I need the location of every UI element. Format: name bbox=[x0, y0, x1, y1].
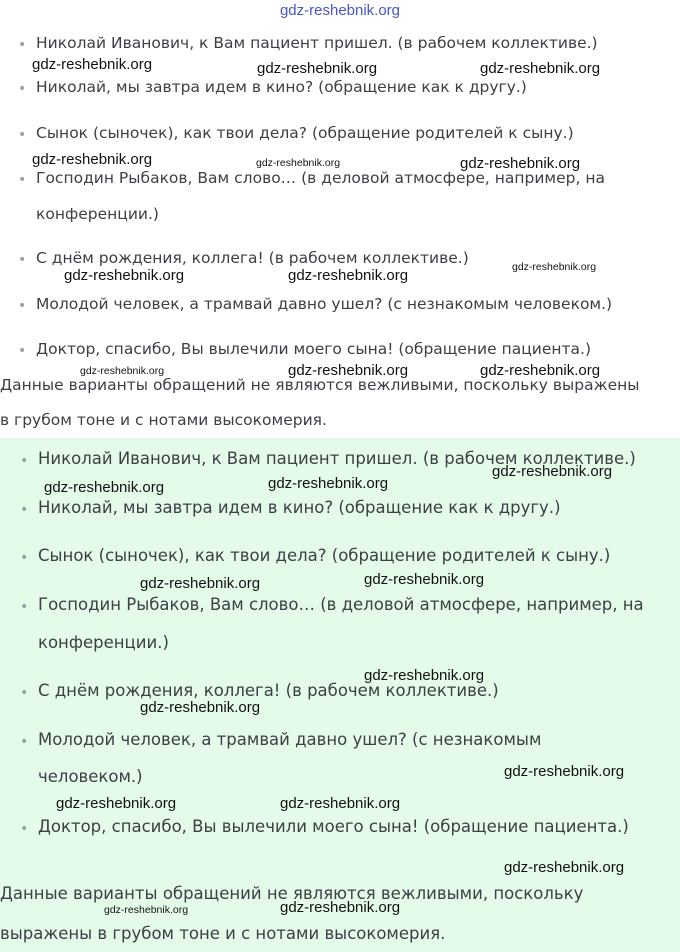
list-item: Молодой человек, а трамвай давно ушел? (с незнакомым человеком.) bbox=[36, 295, 613, 313]
watermark: gdz-reshebnik.org bbox=[280, 899, 401, 916]
bullet: • bbox=[20, 502, 29, 518]
list-item: Николай, мы завтра идем в кино? (обращение как к другу.) bbox=[38, 498, 561, 517]
watermark: gdz-reshebnik.org bbox=[288, 362, 409, 379]
list-item: С днём рождения, коллега! (в рабочем коллективе.) bbox=[38, 681, 499, 700]
list-item: Николай Иванович, к Вам пациент пришел. (в рабочем коллективе.) bbox=[38, 449, 636, 468]
list-item: Господин Рыбаков, Вам слово… (в деловой атмосфере, например, на bbox=[38, 595, 644, 614]
bullet: • bbox=[18, 81, 27, 97]
watermark: gdz-reshebnik.org bbox=[480, 362, 601, 379]
watermark: gdz-reshebnik.org bbox=[460, 155, 581, 172]
list-item: Николай Иванович, к Вам пациент пришел. (в рабочем коллективе.) bbox=[36, 34, 598, 52]
bullet: • bbox=[20, 550, 29, 566]
bullet: • bbox=[18, 172, 27, 188]
paragraph-line: в грубом тоне и с нотами высокомерия. bbox=[0, 411, 327, 429]
list-item: С днём рождения, коллега! (в рабочем коллективе.) bbox=[36, 249, 469, 267]
list-item-continuation: конференции.) bbox=[36, 205, 159, 223]
bullet: • bbox=[20, 821, 29, 837]
bullet: • bbox=[18, 37, 27, 53]
list-item-continuation: конференции.) bbox=[38, 633, 169, 652]
list-item: Сынок (сыночек), как твои дела? (обращение родителей к сыну.) bbox=[36, 124, 574, 142]
watermark: gdz-reshebnik.org bbox=[56, 795, 177, 812]
bullet: • bbox=[18, 298, 27, 314]
bullet: • bbox=[18, 127, 27, 143]
watermark: gdz-reshebnik.org bbox=[32, 56, 153, 73]
list-item-continuation: человеком.) bbox=[38, 767, 143, 786]
watermark: gdz-reshebnik.org bbox=[64, 267, 185, 284]
site-header-link[interactable]: gdz-reshebnik.org bbox=[279, 2, 401, 19]
watermark: gdz-reshebnik.org bbox=[32, 151, 153, 168]
watermark: gdz-reshebnik.org bbox=[512, 261, 597, 273]
watermark: gdz-reshebnik.org bbox=[140, 699, 261, 716]
list-item: Господин Рыбаков, Вам слово… (в деловой атмосфере, например, на bbox=[36, 169, 605, 187]
watermark: gdz-reshebnik.org bbox=[256, 157, 341, 169]
bullet: • bbox=[18, 343, 27, 359]
paragraph-line: выражены в грубом тоне и с нотами высокомерия. bbox=[0, 924, 446, 943]
watermark: gdz-reshebnik.org bbox=[104, 904, 189, 916]
list-item: Доктор, спасибо, Вы вылечили моего сына! (обращение пациента.) bbox=[38, 817, 629, 836]
watermark: gdz-reshebnik.org bbox=[364, 571, 485, 588]
watermark: gdz-reshebnik.org bbox=[504, 859, 625, 876]
paragraph-line: Данные варианты обращений не являются вежливыми, поскольку bbox=[0, 884, 584, 903]
list-item: Молодой человек, а трамвай давно ушел? (с незнакомым bbox=[38, 730, 542, 749]
bullet: • bbox=[20, 453, 29, 469]
paragraph-line: Данные варианты обращений не являются вежливыми, поскольку выражены bbox=[0, 376, 640, 394]
watermark: gdz-reshebnik.org bbox=[492, 463, 613, 480]
watermark: gdz-reshebnik.org bbox=[257, 60, 378, 77]
watermark: gdz-reshebnik.org bbox=[44, 479, 165, 496]
watermark: gdz-reshebnik.org bbox=[280, 795, 401, 812]
watermark: gdz-reshebnik.org bbox=[504, 763, 625, 780]
watermark: gdz-reshebnik.org bbox=[364, 667, 485, 684]
bullet: • bbox=[20, 734, 29, 750]
bullet: • bbox=[20, 685, 29, 701]
list-item: Сынок (сыночек), как твои дела? (обращение родителей к сыну.) bbox=[38, 546, 611, 565]
bullet: • bbox=[20, 599, 29, 615]
list-item: Николай, мы завтра идем в кино? (обращение как к другу.) bbox=[36, 78, 527, 96]
watermark: gdz-reshebnik.org bbox=[140, 575, 261, 592]
watermark: gdz-reshebnik.org bbox=[268, 475, 389, 492]
watermark: gdz-reshebnik.org bbox=[288, 267, 409, 284]
watermark: gdz-reshebnik.org bbox=[480, 60, 601, 77]
bullet: • bbox=[18, 252, 27, 268]
watermark: gdz-reshebnik.org bbox=[80, 365, 165, 377]
list-item: Доктор, спасибо, Вы вылечили моего сына! (обращение пациента.) bbox=[36, 340, 592, 358]
